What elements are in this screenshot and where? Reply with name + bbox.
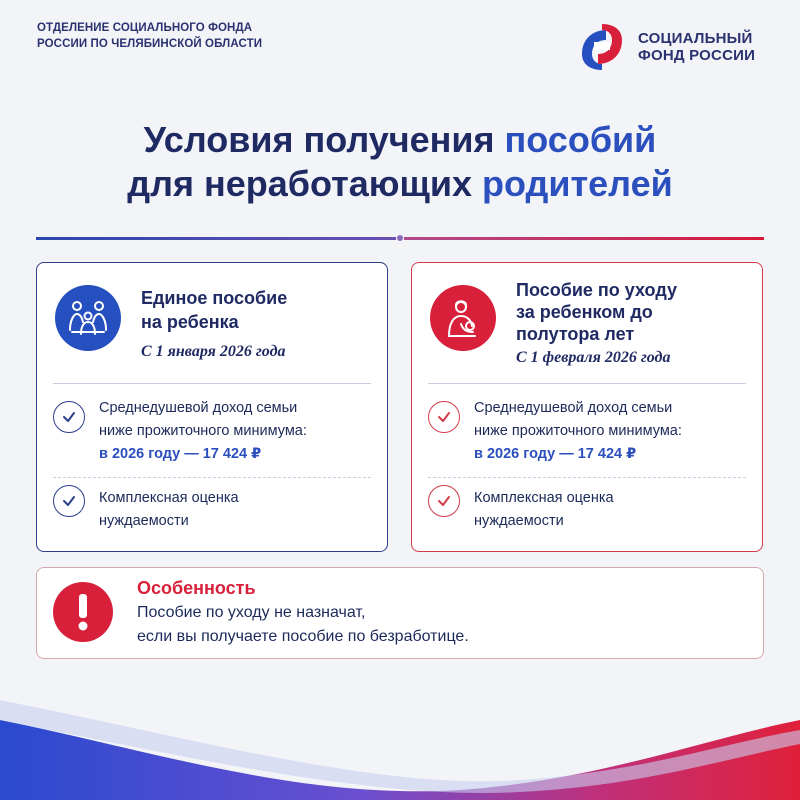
page-title-line-2 [0,162,800,206]
condition-line: нуждаемости [474,513,564,529]
org-name-line-1: ОТДЕЛЕНИЕ СОЦИАЛЬНОГО ФОНДА [37,22,253,34]
brand-name-line-1: СОЦИАЛЬНЫЙ [638,30,753,47]
condition-line: нуждаемости [99,513,189,529]
page-title-line-1 [0,118,800,162]
org-name-line-2: РОССИИ ПО ЧЕЛЯБИНСКОЙ ОБЛАСТИ [37,38,263,50]
title-accent-part: родителей [482,163,673,204]
condition-line: ниже прожиточного минимума: [474,423,682,439]
condition-line: Среднедушевой доход семьи [99,400,298,416]
checkmark-icon [428,485,460,517]
condition-line: Комплексная оценка [99,490,239,506]
feature-notice-box [36,567,764,659]
decorative-wave [0,680,800,800]
brand-name-line-2: ФОНД РОССИИ [638,47,756,64]
condition-line: ниже прожиточного минимума: [99,423,307,439]
title-divider-right [404,237,764,240]
card-separator [428,477,746,478]
feature-text-line-2: если вы получаете пособие по безработице. [137,628,469,645]
family-icon [55,285,121,351]
feature-text-line-1: Пособие по уходу не назначат, [137,604,366,621]
checkmark-icon [428,401,460,433]
card-title-line: Пособие по уходу [516,280,677,300]
mother-child-icon [430,285,496,351]
card-separator [428,383,746,384]
title-divider-left [36,237,396,240]
condition-income [99,397,307,466]
card-title-line: на ребенка [141,312,239,332]
condition-needs-assessment [474,487,614,533]
sfr-logo-icon [576,24,628,70]
card-title-line: полутора лет [516,324,635,344]
card-start-date: С 1 января 2026 года [141,343,286,360]
card-title-line: Единое пособие [141,288,288,308]
income-threshold: в 2026 году — 17 424 ₽ [474,446,637,462]
condition-line: Среднедушевой доход семьи [474,400,673,416]
benefit-card-child-care [411,262,763,552]
title-divider-dot [397,235,403,241]
condition-needs-assessment [99,487,239,533]
checkmark-icon [53,485,85,517]
card-start-date: С 1 февраля 2026 года [516,349,671,366]
benefit-card-unified [36,262,388,552]
title-accent-part: пособий [504,119,657,160]
card-separator [53,383,371,384]
title-dark-part: Условия получения [143,119,505,160]
condition-income [474,397,682,466]
condition-line: Комплексная оценка [474,490,614,506]
checkmark-icon [53,401,85,433]
title-dark-part: для неработающих [127,163,483,204]
card-separator [53,477,371,478]
exclamation-icon [53,582,113,642]
income-threshold: в 2026 году — 17 424 ₽ [99,446,262,462]
feature-title: Особенность [137,578,256,598]
card-title-line: за ребенком до [516,302,653,322]
